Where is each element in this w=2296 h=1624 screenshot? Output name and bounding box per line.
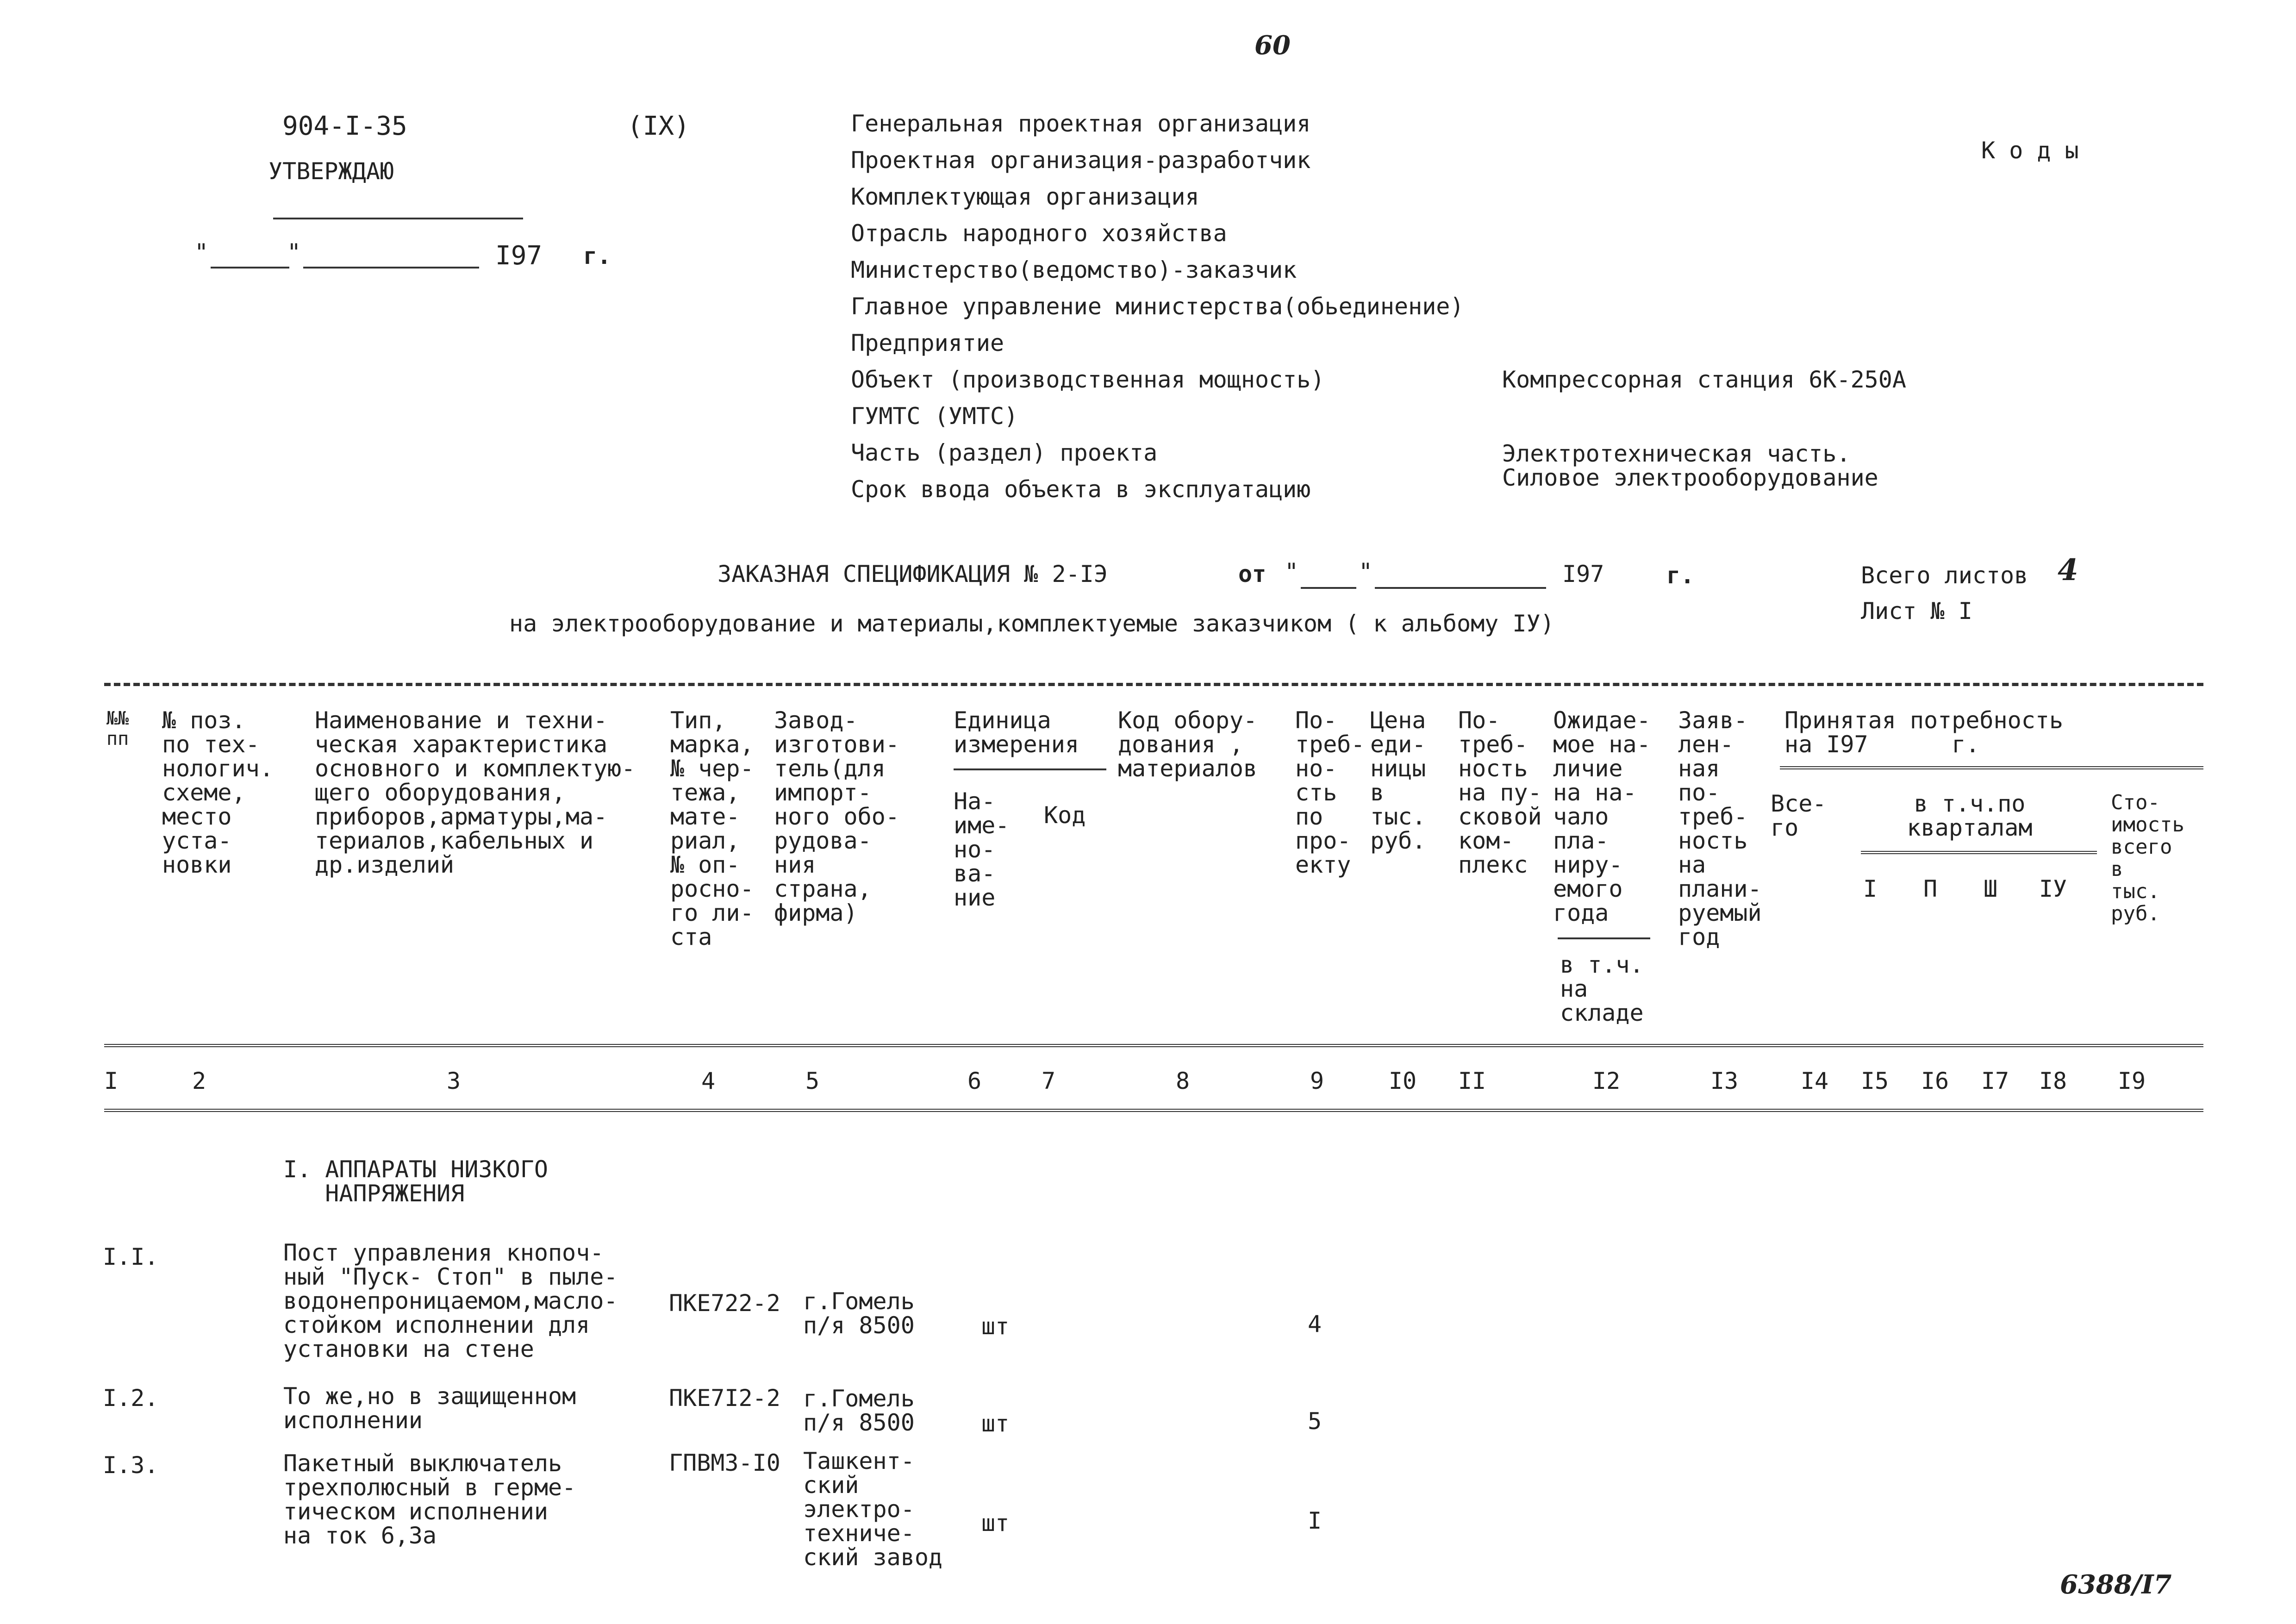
header-col13: Заяв- лен- ная по- треб- ность на плани- руемый год [1678,707,1762,950]
org-field-ministry: Министерство(ведомство)-заказчик [851,256,1297,283]
header-col9: По- треб- но- сть по про- екту [1295,707,1365,878]
column-number: 5 [805,1068,820,1094]
header-col12: Ожидае- мое на- личие на на- чало пла- ниру- емого года [1553,707,1651,926]
column-number: I [104,1068,119,1094]
org-field-general: Генеральная проектная организация [851,110,1311,137]
row-qty: 4 [1308,1311,1322,1337]
row-name: Пост управления кнопоч- ный "Пуск- Стоп" в пыле- водонепроницаемом,масло- стойком исполнении для установки на стене [283,1239,618,1362]
archive-stamp: 6388/I7 [2060,1569,2172,1600]
column-number: I0 [1388,1068,1417,1094]
document-code: 904-I-35 [282,111,407,141]
header-col8: Код обору- дования , материалов [1118,707,1258,782]
header-col3: Наименование и техни- ческая характеристика основного и комплектую- щего оборудования, приборов,арматуры,ма- териалов,кабельных и др.изделий [315,707,636,878]
org-field-main-dept: Главное управление министерства(обьединение) [851,293,1464,320]
spec-month-blank [1375,587,1546,589]
approve-month-blank [303,267,479,269]
column-number: I3 [1710,1068,1739,1094]
row-unit: шт [981,1410,1010,1437]
column-number: 9 [1310,1068,1324,1094]
table-top-border [104,683,2203,686]
signature-line [273,218,523,219]
row-number: I.3. [103,1452,159,1479]
quarters-divider [1861,851,2097,854]
part-value-2: Силовое электрооборудование [1502,464,1878,491]
total-sheets-label: Всего листов [1861,562,2028,589]
header-col19: Сто- имость всего в тыс. руб. [2111,791,2184,925]
column-number: I6 [1921,1068,1949,1094]
approve-day-blank [211,267,289,269]
column-number: I8 [2039,1068,2067,1094]
column-numbers-top-border [104,1044,2203,1047]
total-sheets-value: 4 [2058,553,2078,587]
column-number: I9 [2117,1068,2146,1094]
header-col5: Завод- изготови- тель(для импорт- ного обо- рудова- ния страна, фирма) [774,707,899,926]
header-quarters-label: в т.ч.по кварталам [1907,790,2033,841]
header-col6: На- име- но- ва- ние [954,788,1010,911]
header-quarter-4: IУ [2039,875,2067,902]
col12-divider [1558,937,1650,939]
column-number: I2 [1592,1068,1621,1094]
column-number: 3 [446,1068,461,1094]
object-value: Компрессорная станция 6К-250А [1502,366,1906,393]
header-quarter-1: I [1863,875,1878,902]
header-col12-sub: в т.ч. на складе [1560,951,1644,1026]
org-field-part: Часть (раздел) проекта [851,439,1158,466]
header-col1: №№ пп [106,708,129,750]
row-name: Пакетный выключатель трехполюсный в герме- тическом исполнении на ток 6,3а [283,1450,576,1549]
org-field-developer: Проектная организация-разработчик [851,147,1311,174]
header-unit-group: Единица измерения [954,707,1079,758]
row-unit: шт [981,1313,1010,1340]
spec-year: I97 [1562,561,1604,587]
codes-label: К о д ы [1981,137,2079,164]
row-name: То же,но в защищенном исполнении [283,1383,576,1434]
part-value-1: Электротехническая часть. [1502,440,1851,467]
header-col4: Тип, марка, № чер- тежа, мате- риал, № оп- росно- го ли- ста [670,707,754,950]
row-number: I.I. [103,1243,159,1270]
spec-quote-open: " [1285,558,1299,585]
row-number: I.2. [103,1385,159,1412]
row-type: ГПВМ3-I0 [669,1449,780,1476]
unit-group-divider [954,768,1106,770]
spec-subtitle: на электрооборудование и материалы,комплектуемые заказчиком ( к альбому IУ) [509,610,1554,637]
row-maker: г.Гомель п/я 8500 [803,1385,915,1436]
column-number: 7 [1041,1068,1056,1094]
approve-year: I97 [495,241,543,271]
row-unit: шт [981,1510,1010,1537]
spec-from: от [1238,561,1267,587]
column-number: 8 [1175,1068,1190,1094]
org-field-enterprise: Предприятие [851,330,1004,356]
header-quarter-3: Ш [1983,875,1998,902]
row-type: ПКЕ722-2 [669,1290,780,1317]
volume-number: (IX) [627,111,690,141]
row-maker: г.Гомель п/я 8500 [803,1288,915,1339]
header-col7: Код [1044,802,1086,829]
header-accepted: Принятая потребность на I97 г. [1784,707,2064,758]
org-field-object: Объект (производственная мощность) [851,366,1325,393]
spec-quote-close: " [1359,558,1373,585]
approve-year-suffix: г. [583,243,611,269]
column-number: I5 [1860,1068,1889,1094]
column-number: I4 [1800,1068,1829,1094]
approve-quote-open: " [194,239,209,266]
header-col10: Цена еди- ницы в тыс. руб. [1370,707,1426,854]
spec-year-suffix: г. [1666,562,1695,589]
header-col2: № поз. по тех- нологич. схеме, место уста- новки [162,707,274,878]
column-numbers-bottom-border [104,1109,2203,1112]
org-field-deadline: Срок ввода объекта в эксплуатацию [851,476,1311,503]
row-qty: I [1308,1507,1322,1534]
row-qty: 5 [1308,1408,1322,1435]
org-field-industry: Отрасль народного хозяйства [851,220,1227,247]
header-col14: Все- го [1771,790,1827,841]
approve-label: УТВЕРЖДАЮ [268,158,394,185]
spec-day-blank [1301,587,1356,589]
approve-quote-close: " [287,239,301,266]
header-quarter-2: П [1923,875,1938,902]
section-title: I. АППАРАТЫ НИЗКОГО НАПРЯЖЕНИЯ [283,1156,548,1207]
column-number: 2 [192,1068,206,1094]
sheet-label: Лист № I [1861,598,1972,625]
column-number: 6 [967,1068,982,1094]
org-field-gumts: ГУМТС (УМТС) [851,403,1018,430]
column-number: 4 [701,1068,716,1094]
row-maker: Ташкент- ский электро- техниче- ский завод [803,1448,943,1571]
page-number: 60 [1254,30,1291,61]
accepted-divider [1780,766,2203,769]
column-number: II [1458,1068,1486,1094]
row-type: ПКЕ7I2-2 [669,1385,780,1412]
header-col11: По- треб- ность на пу- сковой ком- плекс [1458,707,1542,878]
spec-title: ЗАКАЗНАЯ СПЕЦИФИКАЦИЯ № 2-IЭ [718,561,1108,587]
column-number: I7 [1981,1068,2009,1094]
org-field-completing: Комплектующая организация [851,183,1199,210]
